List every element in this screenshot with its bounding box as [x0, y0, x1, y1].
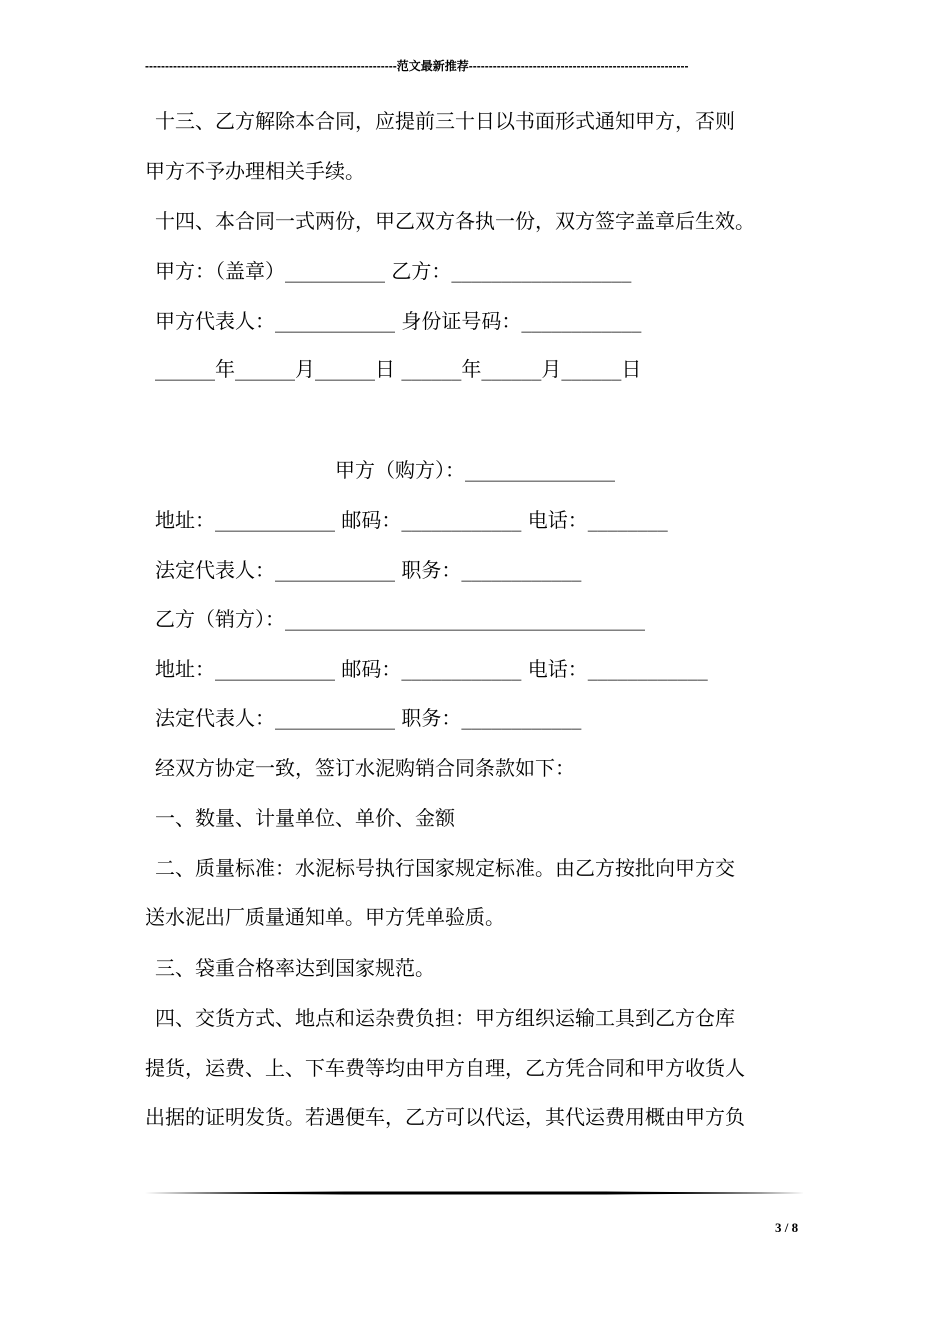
- signature-representative-line: 甲方代表人：____________ 身份证号码：____________: [155, 309, 642, 333]
- seller-party-line: 乙方（销方）：____________________________________: [155, 607, 645, 631]
- clause-4-line-2: 提货，运费、上、下车费等均由甲方自理，乙方凭合同和甲方收货人: [145, 1056, 745, 1080]
- clause-14: 十四、本合同一式两份，甲乙双方各执一份，双方签字盖章后生效。: [155, 209, 755, 233]
- clause-13-line-1: 十三、乙方解除本合同，应提前三十日以书面形式通知甲方，否则: [155, 109, 735, 133]
- clause-2-line-2: 送水泥出厂质量通知单。甲方凭单验质。: [145, 905, 505, 929]
- signature-party-line: 甲方：（盖章）__________ 乙方：__________________: [155, 259, 632, 283]
- clause-13-line-2: 甲方不予办理相关手续。: [145, 159, 365, 183]
- clause-1: 一、数量、计量单位、单价、金额: [155, 806, 455, 830]
- footer-rule: [145, 1190, 805, 1196]
- page-header: ---------------------------------------------------------------范文最新推荐-------------------------------------------------------: [145, 59, 689, 73]
- clause-4-line-1: 四、交货方式、地点和运杂费负担：甲方组织运输工具到乙方仓库: [155, 1006, 735, 1030]
- signature-date-line: ______年______月______日 ______年______月______日: [155, 357, 642, 381]
- clause-4-line-3: 出据的证明发货。若遇便车，乙方可以代运，其代运费用概由甲方负: [145, 1105, 745, 1129]
- buyer-legal-rep-line: 法定代表人：____________ 职务：____________: [155, 558, 582, 582]
- seller-legal-rep-line: 法定代表人：____________ 职务：____________: [155, 706, 582, 730]
- clause-2-line-1: 二、质量标准：水泥标号执行国家规定标准。由乙方按批向甲方交: [155, 856, 735, 880]
- clause-3: 三、袋重合格率达到国家规范。: [155, 956, 435, 980]
- agreement-intro: 经双方协定一致，签订水泥购销合同条款如下：: [155, 756, 575, 780]
- buyer-address-line: 地址：____________ 邮码：____________ 电话：________: [155, 508, 668, 532]
- seller-address-line: 地址：____________ 邮码：____________ 电话：____________: [155, 657, 708, 681]
- page-number: 3 / 8: [775, 1220, 799, 1235]
- buyer-party-line: 甲方（购方）：_______________: [335, 458, 615, 482]
